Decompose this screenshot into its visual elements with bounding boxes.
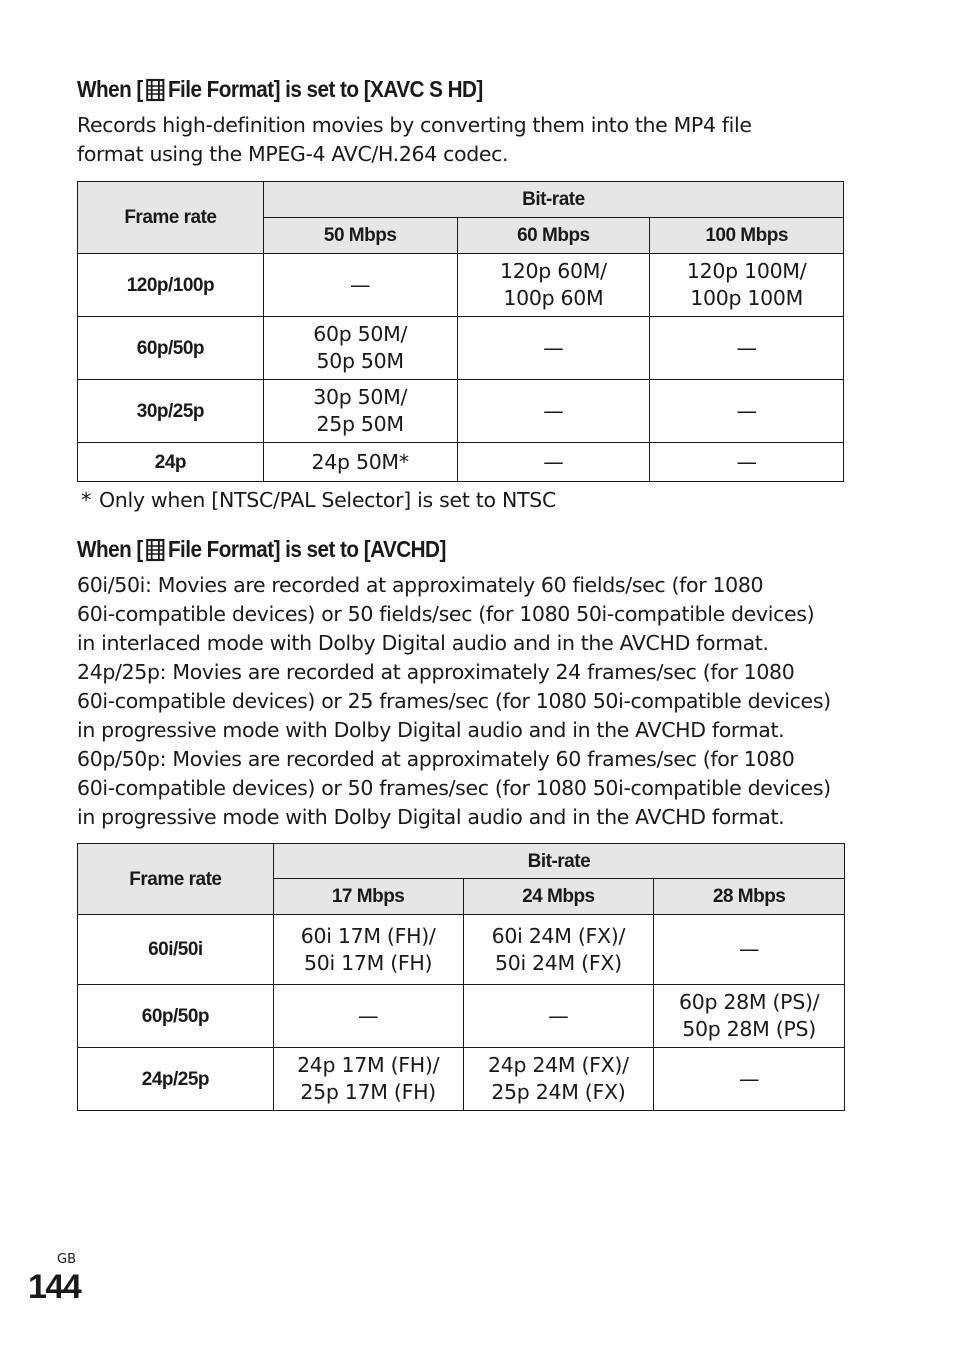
bit-rate-header: Bit-rate bbox=[273, 844, 844, 879]
column-header: 60 Mbps bbox=[457, 218, 650, 254]
row-label: 60p/50p bbox=[78, 317, 264, 380]
xavc-description-line: Records high-definition movies by converting them into the MP4 file bbox=[77, 113, 752, 137]
column-header: 50 Mbps bbox=[263, 218, 457, 254]
column-header: 24 Mbps bbox=[463, 879, 654, 915]
table-cell: — bbox=[263, 254, 457, 317]
table-row bbox=[78, 915, 845, 985]
column-header: 100 Mbps bbox=[650, 218, 844, 254]
frame-rate-header: Frame rate bbox=[78, 182, 264, 254]
footnote-text: Only when [NTSC/PAL Selector] is set to NTSC bbox=[98, 488, 556, 512]
bit-rate-header: Bit-rate bbox=[263, 182, 843, 218]
table-cell: 60p 50M/ 50p 50M bbox=[263, 317, 457, 380]
table-cell: 60i 24M (FX)/ 50i 24M (FX) bbox=[463, 915, 654, 985]
footnote bbox=[81, 488, 556, 512]
page-number: 144 bbox=[28, 1268, 81, 1306]
column-header: 28 Mbps bbox=[654, 879, 845, 915]
avchd-description-line: 24p/25p: Movies are recorded at approximately 24 frames/sec (for 1080 bbox=[77, 660, 795, 684]
table-cell: 24p 17M (FH)/ 25p 17M (FH) bbox=[273, 1048, 463, 1111]
table-row bbox=[78, 317, 844, 380]
table-cell: 120p 100M/ 100p 100M bbox=[650, 254, 844, 317]
table-cell: — bbox=[654, 1048, 845, 1111]
table-cell: — bbox=[650, 443, 844, 482]
avchd-description-line: 60i/50i: Movies are recorded at approximately 60 fields/sec (for 1080 bbox=[77, 573, 764, 597]
region-code: GB bbox=[57, 1252, 76, 1267]
avchd-description-line: in progressive mode with Dolby Digital audio and in the AVCHD format. bbox=[77, 718, 785, 742]
column-header: 17 Mbps bbox=[273, 879, 463, 915]
avchd-description-line: 60i-compatible devices) or 50 frames/sec (for 1080 50i-compatible devices) bbox=[77, 776, 831, 800]
avchd-description-line: 60p/50p: Movies are recorded at approximately 60 frames/sec (for 1080 bbox=[77, 747, 795, 771]
avchd-description bbox=[77, 571, 831, 832]
row-label: 120p/100p bbox=[78, 254, 264, 317]
row-label: 60p/50p bbox=[78, 985, 274, 1048]
avchd-bitrate-table bbox=[77, 843, 845, 1111]
table-cell: — bbox=[273, 985, 463, 1048]
avchd-description-line: 60i-compatible devices) or 50 fields/sec (for 1080 50i-compatible devices) bbox=[77, 602, 815, 626]
xavc-bitrate-table bbox=[77, 181, 844, 482]
xavc-description-line: format using the MPEG-4 AVC/H.264 codec. bbox=[77, 142, 509, 166]
table-row bbox=[78, 1048, 845, 1111]
film-strip-icon bbox=[144, 78, 167, 102]
table-cell: — bbox=[457, 380, 650, 443]
row-label: 60i/50i bbox=[78, 915, 274, 985]
table-row bbox=[78, 380, 844, 443]
table-cell: 24p 24M (FX)/ 25p 24M (FX) bbox=[463, 1048, 654, 1111]
table-cell: — bbox=[457, 443, 650, 482]
frame-rate-header: Frame rate bbox=[78, 844, 274, 915]
table-cell: — bbox=[650, 380, 844, 443]
row-label: 30p/25p bbox=[78, 380, 264, 443]
avchd-description-line: in progressive mode with Dolby Digital audio and in the AVCHD format. bbox=[77, 805, 785, 829]
table-cell: 24p 50M* bbox=[263, 443, 457, 482]
table-cell: 120p 60M/ 100p 60M bbox=[457, 254, 650, 317]
table-row bbox=[78, 985, 845, 1048]
table-cell: 30p 50M/ 25p 50M bbox=[263, 380, 457, 443]
row-label: 24p bbox=[78, 443, 264, 482]
table-cell: — bbox=[654, 915, 845, 985]
xavc-heading: When [ File Format] is set to [XAVC S HD] bbox=[77, 76, 483, 102]
row-label: 24p/25p bbox=[78, 1048, 274, 1111]
xavc-description bbox=[77, 111, 752, 169]
table-row bbox=[78, 254, 844, 317]
avchd-description-line: in interlaced mode with Dolby Digital audio and in the AVCHD format. bbox=[77, 631, 769, 655]
table-cell: 60i 17M (FH)/ 50i 17M (FH) bbox=[273, 915, 463, 985]
avchd-heading: When [ File Format] is set to [AVCHD] bbox=[77, 536, 446, 562]
table-cell: — bbox=[457, 317, 650, 380]
film-strip-icon bbox=[144, 538, 167, 562]
table-row bbox=[78, 443, 844, 482]
table-cell: 60p 28M (PS)/ 50p 28M (PS) bbox=[654, 985, 845, 1048]
table-cell: — bbox=[650, 317, 844, 380]
table-cell: — bbox=[463, 985, 654, 1048]
footnote-mark: * bbox=[81, 488, 91, 512]
avchd-description-line: 60i-compatible devices) or 25 frames/sec (for 1080 50i-compatible devices) bbox=[77, 689, 831, 713]
